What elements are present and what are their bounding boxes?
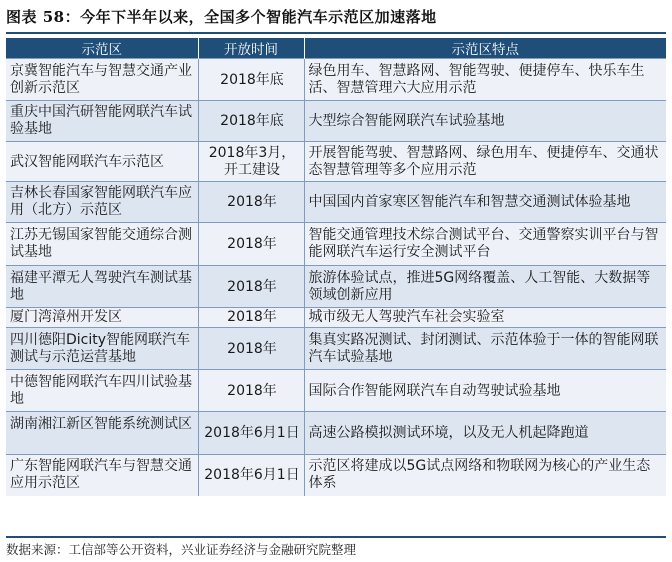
data-source-note: 数据来源：工信部等公开资料，兴业证券经济与金融研究院整理 (6, 542, 357, 557)
time-cell: 2018年 (198, 266, 304, 308)
features-cell: 城市级无人驾驶汽车社会实验室 (304, 308, 666, 328)
time-cell: 2018年6月1日 (198, 412, 304, 455)
demo-zone-table (6, 38, 666, 496)
zone-cell: 湖南湘江新区智能系统测试区 (6, 412, 198, 455)
features-cell: 示范区将建成以5G试点网络和物联网为核心的产业生态体系 (304, 455, 666, 496)
figure-title: 图表 58：今年下半年以来，全国多个智能汽车示范区加速落地 (6, 8, 437, 26)
zone-cell: 吉林长春国家智能网联汽车应用（北方）示范区 (6, 182, 198, 223)
table-header-row (6, 38, 666, 59)
table-row (6, 101, 666, 142)
table-row (6, 182, 666, 223)
table-row (6, 308, 666, 328)
features-cell: 绿色用车、智慧路网、智能驾驶、便捷停车、快乐车生活、智慧管理六大应用示范 (304, 59, 666, 101)
time-cell: 2018年6月1日 (198, 455, 304, 496)
zone-cell: 重庆中国汽研智能网联汽车试验基地 (6, 101, 198, 142)
features-cell: 中国国内首家寒区智能汽车和智慧交通测试体验基地 (304, 182, 666, 223)
zone-cell: 中德智能网联汽车四川试验基地 (6, 370, 198, 412)
title-rule (6, 32, 666, 34)
zone-cell: 厦门湾漳州开发区 (6, 308, 198, 328)
features-cell: 开展智能驾驶、智慧路网、绿色用车、便捷停车、交通状态智慧管理等多个应用示范 (304, 142, 666, 182)
time-cell: 2018年 (198, 182, 304, 223)
table-row (6, 455, 666, 496)
features-cell: 智能交通管理技术综合测试平台、交通警察实训平台与智能网联汽车运行安全测试平台 (304, 223, 666, 266)
time-cell: 2018年底 (198, 101, 304, 142)
time-cell: 2018年 (198, 370, 304, 412)
column-header-zone: 示范区 (6, 38, 198, 59)
features-cell: 集真实路况测试、封闭测试、示范体验于一体的智能网联汽车试验基地 (304, 328, 666, 370)
time-cell: 2018年 (198, 328, 304, 370)
features-cell: 大型综合智能网联汽车试验基地 (304, 101, 666, 142)
zone-cell: 武汉智能网联汽车示范区 (6, 142, 198, 182)
time-cell: 2018年3月，开工建设 (198, 142, 304, 182)
table-row (6, 412, 666, 455)
table-row (6, 328, 666, 370)
features-cell: 高速公路模拟测试环境，以及无人机起降跑道 (304, 412, 666, 455)
zone-cell: 福建平潭无人驾驶汽车测试基地 (6, 266, 198, 308)
features-cell: 国际合作智能网联汽车自动驾驶试验基地 (304, 370, 666, 412)
column-header-features: 示范区特点 (304, 38, 666, 59)
table-row (6, 59, 666, 101)
table-row (6, 370, 666, 412)
zone-cell: 四川德阳Dicity智能网联汽车测试与示范运营基地 (6, 328, 198, 370)
table-row (6, 266, 666, 308)
column-header-time: 开放时间 (198, 38, 304, 59)
zone-cell: 京冀智能汽车与智慧交通产业创新示范区 (6, 59, 198, 101)
table-row (6, 223, 666, 266)
time-cell: 2018年 (198, 223, 304, 266)
zone-cell: 广东智能网联汽车与智慧交通应用示范区 (6, 455, 198, 496)
table-row (6, 142, 666, 182)
features-cell: 旅游体验试点，推进5G网络覆盖、人工智能、大数据等领域创新应用 (304, 266, 666, 308)
time-cell: 2018年 (198, 308, 304, 328)
time-cell: 2018年底 (198, 59, 304, 101)
bottom-rule (6, 536, 666, 538)
zone-cell: 江苏无锡国家智能交通综合测试基地 (6, 223, 198, 266)
